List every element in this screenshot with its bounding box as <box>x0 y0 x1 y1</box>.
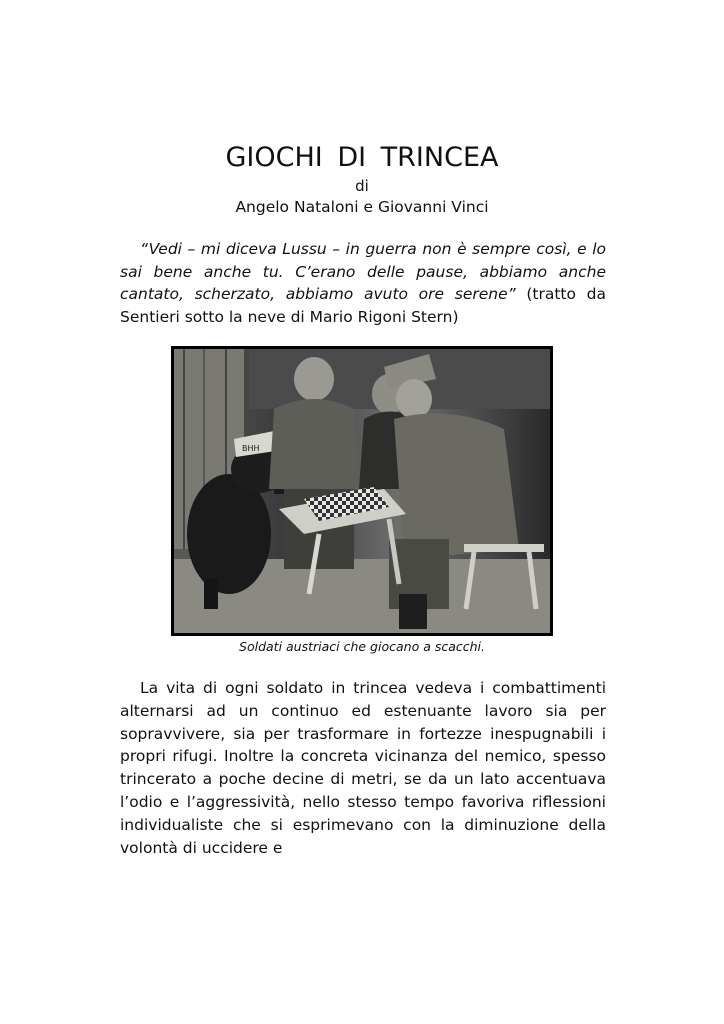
document-title: GIOCHI DI TRINCEA <box>225 142 499 173</box>
epigraph-quote <box>120 238 606 328</box>
chess-photo <box>171 346 553 636</box>
authors-line: Angelo Nataloni e Giovanni Vinci <box>235 198 489 216</box>
body-paragraph: La vita di ogni soldato in trincea vedeva i combattimenti alternarsi ad un continuo ed estenuante lavoro sia per sopravvivere, sia per trasformare in fortezze inespugnabili i propri rifugi. Inoltre la concreta vicinanza del nemico, spesso trincerato a poche decine di metri, se da un lato accentuava l’odio e l’aggressività, nello stesso tempo favoriva riflessioni individualiste che si esprimevano con la diminuzione della volontà di uccidere e <box>120 679 606 857</box>
dog-cap-text: BHH <box>242 444 260 453</box>
byline-di: di <box>355 177 369 195</box>
quote-source: (tratto da Sentieri sotto la neve di Mario Rigoni Stern) <box>120 285 606 326</box>
chess-photo-illustration <box>174 349 550 633</box>
quote-text: “Vedi – mi diceva Lussu – in guerra non è sempre così, e lo sai bene anche tu. C’erano delle pause, abbiamo anche cantato, scherzato, abbiamo avuto ore serene” <box>120 240 606 303</box>
photo-caption: Soldati austriaci che giocano a scacchi. <box>239 639 485 654</box>
